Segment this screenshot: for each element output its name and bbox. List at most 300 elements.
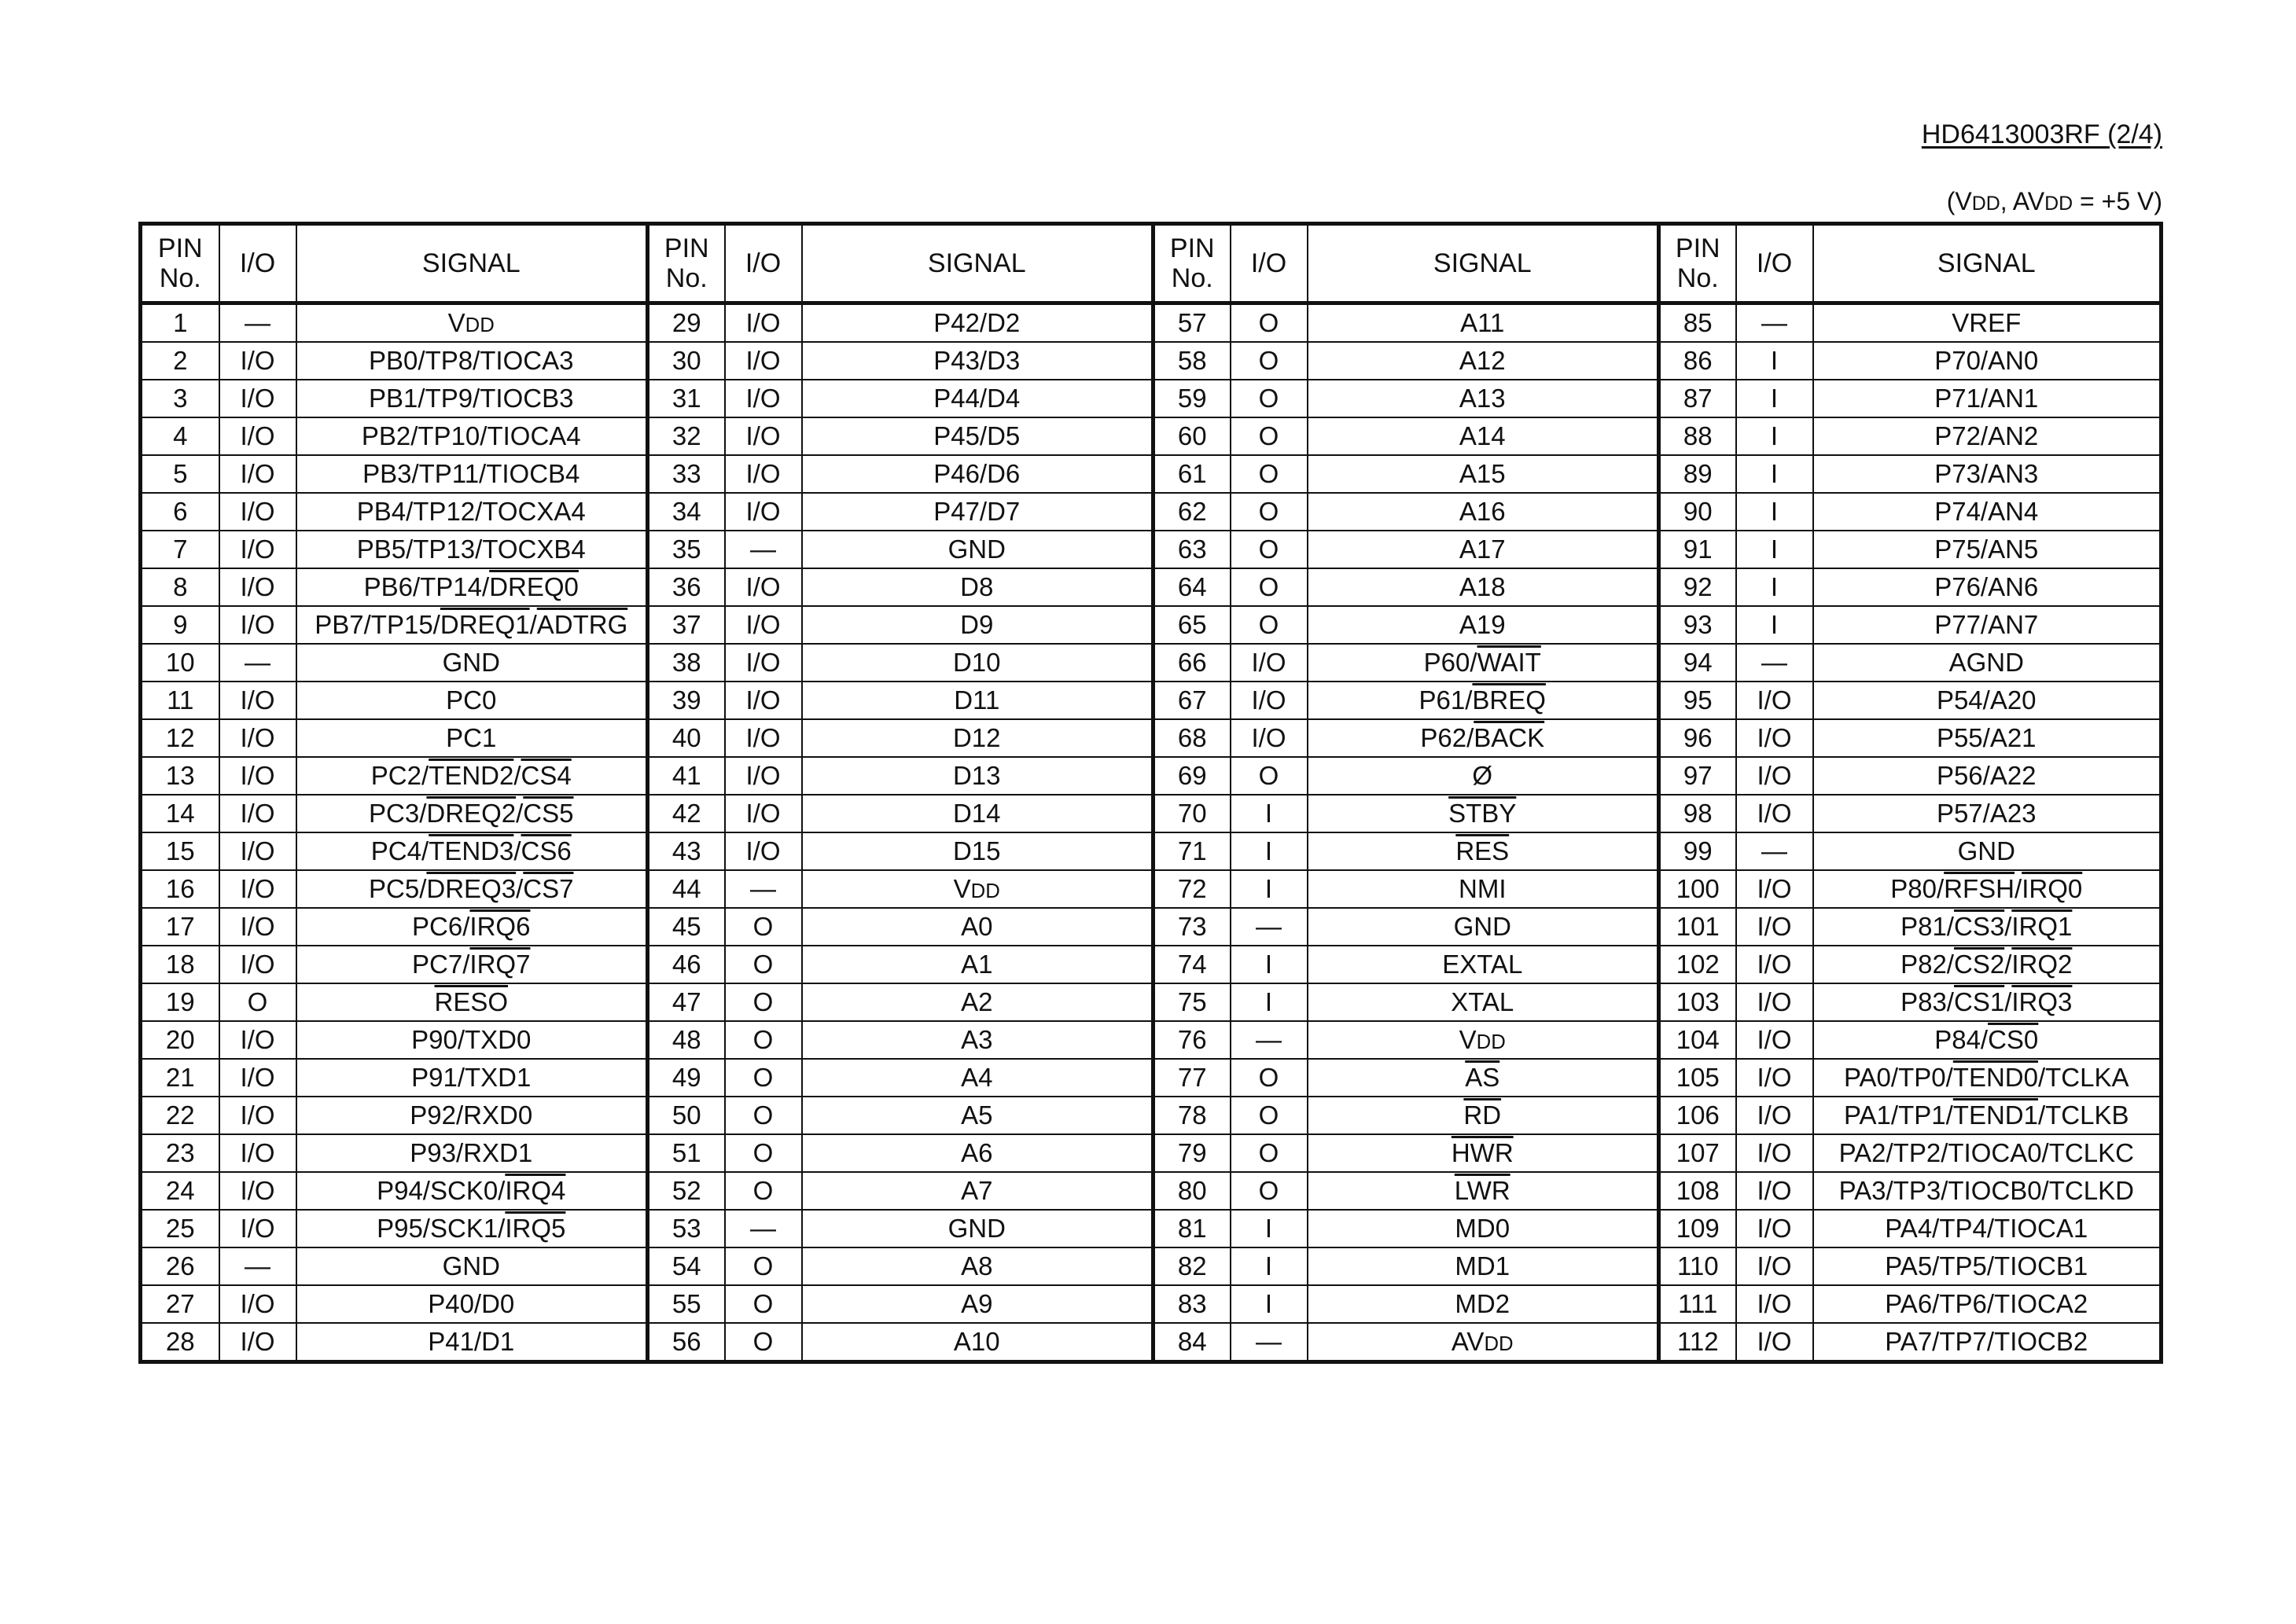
signal-name-cell: P80/RFSH/IRQ0 xyxy=(1813,870,2162,908)
table-row xyxy=(141,1323,2162,1362)
io-direction-cell: I xyxy=(1736,342,1813,380)
signal-name-cell: P91/TXD1 xyxy=(296,1059,648,1097)
io-direction-cell: I/O xyxy=(1736,795,1813,832)
pin-number-cell: 19 xyxy=(141,983,219,1021)
signal-name-cell: D11 xyxy=(802,682,1154,719)
pin-number-cell: 58 xyxy=(1154,342,1231,380)
table-row xyxy=(141,719,2162,757)
signal-name-cell: AVDD xyxy=(1308,1323,1659,1362)
signal-name-cell: D8 xyxy=(802,568,1154,606)
table-row xyxy=(141,568,2162,606)
signal-name-cell: PB5/TP13/TOCXB4 xyxy=(296,531,648,568)
io-direction-cell: O xyxy=(1231,531,1308,568)
pin-number-cell: 57 xyxy=(1154,303,1231,343)
signal-name-cell: PB0/TP8/TIOCA3 xyxy=(296,342,648,380)
signal-name-cell: PA6/TP6/TIOCA2 xyxy=(1813,1285,2162,1323)
pin-number-cell: 112 xyxy=(1659,1323,1736,1362)
io-direction-cell: O xyxy=(1231,606,1308,644)
io-direction-cell: O xyxy=(1231,342,1308,380)
pin-number-cell: 92 xyxy=(1659,568,1736,606)
pin-number-cell: 102 xyxy=(1659,946,1736,983)
io-direction-cell: — xyxy=(1736,644,1813,682)
io-direction-cell: I/O xyxy=(1231,644,1308,682)
signal-name-cell: PB6/TP14/DREQ0 xyxy=(296,568,648,606)
signal-name-cell: A5 xyxy=(802,1097,1154,1134)
pin-number-cell: 108 xyxy=(1659,1172,1736,1210)
pin-number-cell: 7 xyxy=(141,531,219,568)
pin-number-cell: 111 xyxy=(1659,1285,1736,1323)
io-direction-cell: O xyxy=(1231,455,1308,493)
signal-name-cell: A11 xyxy=(1308,303,1659,343)
pin-number-cell: 63 xyxy=(1154,531,1231,568)
pin-number-cell: 24 xyxy=(141,1172,219,1210)
io-direction-cell: O xyxy=(725,983,802,1021)
pin-number-cell: 53 xyxy=(648,1210,725,1247)
signal-name-cell: P77/AN7 xyxy=(1813,606,2162,644)
io-direction-cell: — xyxy=(219,303,296,343)
signal-name-cell: GND xyxy=(802,531,1154,568)
signal-name-cell: PA3/TP3/TIOCB0/TCLKD xyxy=(1813,1172,2162,1210)
pin-number-cell: 95 xyxy=(1659,682,1736,719)
io-direction-cell: I/O xyxy=(725,417,802,455)
io-direction-cell: I xyxy=(1736,568,1813,606)
io-direction-cell: O xyxy=(1231,1134,1308,1172)
signal-name-cell: A6 xyxy=(802,1134,1154,1172)
io-direction-cell: I/O xyxy=(1736,1059,1813,1097)
pin-number-cell: 44 xyxy=(648,870,725,908)
io-direction-cell: — xyxy=(1736,303,1813,343)
signal-name-cell: PC1 xyxy=(296,719,648,757)
pin-number-cell: 72 xyxy=(1154,870,1231,908)
signal-name-cell: P72/AN2 xyxy=(1813,417,2162,455)
io-direction-cell: I xyxy=(1231,795,1308,832)
io-direction-cell: O xyxy=(725,1021,802,1059)
io-direction-cell: O xyxy=(725,908,802,946)
signal-name-cell: PB2/TP10/TIOCA4 xyxy=(296,417,648,455)
table-row xyxy=(141,946,2162,983)
io-direction-cell: I/O xyxy=(219,908,296,946)
io-direction-cell: O xyxy=(725,1323,802,1362)
pin-number-cell: 50 xyxy=(648,1097,725,1134)
pin-number-cell: 52 xyxy=(648,1172,725,1210)
io-direction-cell: I/O xyxy=(1736,1172,1813,1210)
pin-no-header: PIN No. xyxy=(648,224,725,303)
signal-name-cell: RESO xyxy=(296,983,648,1021)
io-direction-cell: I xyxy=(1736,455,1813,493)
pin-number-cell: 110 xyxy=(1659,1247,1736,1285)
table-row xyxy=(141,1247,2162,1285)
pin-number-cell: 105 xyxy=(1659,1059,1736,1097)
pin-number-cell: 45 xyxy=(648,908,725,946)
signal-name-cell: A16 xyxy=(1308,493,1659,531)
pin-number-cell: 36 xyxy=(648,568,725,606)
io-direction-cell: I/O xyxy=(219,1172,296,1210)
io-direction-cell: I/O xyxy=(1736,1134,1813,1172)
pin-number-cell: 22 xyxy=(141,1097,219,1134)
table-row xyxy=(141,795,2162,832)
signal-name-cell: P92/RXD0 xyxy=(296,1097,648,1134)
pin-number-cell: 27 xyxy=(141,1285,219,1323)
io-direction-cell: I/O xyxy=(725,757,802,795)
io-direction-cell: I xyxy=(1231,832,1308,870)
pin-number-cell: 98 xyxy=(1659,795,1736,832)
pin-number-cell: 82 xyxy=(1154,1247,1231,1285)
signal-name-cell: P47/D7 xyxy=(802,493,1154,531)
signal-name-cell: PA7/TP7/TIOCB2 xyxy=(1813,1323,2162,1362)
pin-no-header: PIN No. xyxy=(141,224,219,303)
signal-name-cell: GND xyxy=(296,1247,648,1285)
pin-number-cell: 74 xyxy=(1154,946,1231,983)
io-direction-cell: I/O xyxy=(725,682,802,719)
table-row xyxy=(141,455,2162,493)
pin-number-cell: 55 xyxy=(648,1285,725,1323)
io-direction-cell: I xyxy=(1736,417,1813,455)
io-direction-cell: O xyxy=(1231,1059,1308,1097)
io-direction-cell: I/O xyxy=(219,417,296,455)
pin-number-cell: 96 xyxy=(1659,719,1736,757)
io-direction-cell: — xyxy=(1231,1021,1308,1059)
pin-number-cell: 18 xyxy=(141,946,219,983)
signal-name-cell: A12 xyxy=(1308,342,1659,380)
io-direction-cell: I/O xyxy=(219,380,296,417)
io-direction-cell: I/O xyxy=(1736,983,1813,1021)
signal-name-cell: VDD xyxy=(1308,1021,1659,1059)
pin-number-cell: 1 xyxy=(141,303,219,343)
pin-number-cell: 65 xyxy=(1154,606,1231,644)
signal-name-cell: A9 xyxy=(802,1285,1154,1323)
io-direction-cell: I/O xyxy=(219,1097,296,1134)
io-direction-cell: I/O xyxy=(219,1059,296,1097)
pin-number-cell: 90 xyxy=(1659,493,1736,531)
io-direction-cell: — xyxy=(1231,1323,1308,1362)
table-row xyxy=(141,682,2162,719)
pin-number-cell: 12 xyxy=(141,719,219,757)
pin-number-cell: 46 xyxy=(648,946,725,983)
signal-name-cell: GND xyxy=(296,644,648,682)
signal-name-cell: PC4/TEND3/CS6 xyxy=(296,832,648,870)
pin-number-cell: 59 xyxy=(1154,380,1231,417)
io-direction-cell: I/O xyxy=(219,493,296,531)
io-direction-cell: I/O xyxy=(1736,1097,1813,1134)
pin-number-cell: 80 xyxy=(1154,1172,1231,1210)
pin-number-cell: 103 xyxy=(1659,983,1736,1021)
table-body xyxy=(141,303,2162,1362)
supply-voltage-note: (VDD, AVDD = +5 V) xyxy=(1946,187,2162,215)
pin-no-header: PIN No. xyxy=(1659,224,1736,303)
io-direction-cell: O xyxy=(1231,1097,1308,1134)
io-direction-cell: I xyxy=(1231,983,1308,1021)
signal-name-cell: PC3/DREQ2/CS5 xyxy=(296,795,648,832)
pin-number-cell: 17 xyxy=(141,908,219,946)
io-direction-cell: I/O xyxy=(219,1285,296,1323)
pin-number-cell: 28 xyxy=(141,1323,219,1362)
pin-number-cell: 66 xyxy=(1154,644,1231,682)
signal-name-cell: P83/CS1/IRQ3 xyxy=(1813,983,2162,1021)
pin-number-cell: 15 xyxy=(141,832,219,870)
signal-name-cell: P40/D0 xyxy=(296,1285,648,1323)
io-direction-cell: O xyxy=(219,983,296,1021)
signal-name-cell: P75/AN5 xyxy=(1813,531,2162,568)
pin-number-cell: 40 xyxy=(648,719,725,757)
signal-name-cell: MD0 xyxy=(1308,1210,1659,1247)
io-direction-cell: I/O xyxy=(725,832,802,870)
io-direction-cell: I/O xyxy=(725,795,802,832)
pin-number-cell: 86 xyxy=(1659,342,1736,380)
signal-name-cell: A15 xyxy=(1308,455,1659,493)
pin-number-cell: 93 xyxy=(1659,606,1736,644)
pin-number-cell: 84 xyxy=(1154,1323,1231,1362)
signal-name-cell: XTAL xyxy=(1308,983,1659,1021)
signal-name-cell: VDD xyxy=(296,303,648,343)
io-direction-cell: I/O xyxy=(1736,682,1813,719)
signal-name-cell: P95/SCK1/IRQ5 xyxy=(296,1210,648,1247)
io-direction-cell: I xyxy=(1736,380,1813,417)
signal-name-cell: P81/CS3/IRQ1 xyxy=(1813,908,2162,946)
signal-name-cell: P61/BREQ xyxy=(1308,682,1659,719)
signal-name-cell: PA5/TP5/TIOCB1 xyxy=(1813,1247,2162,1285)
signal-name-cell: D10 xyxy=(802,644,1154,682)
pin-number-cell: 56 xyxy=(648,1323,725,1362)
pin-number-cell: 26 xyxy=(141,1247,219,1285)
io-direction-cell: I xyxy=(1231,946,1308,983)
io-direction-cell: — xyxy=(1736,832,1813,870)
pin-number-cell: 21 xyxy=(141,1059,219,1097)
signal-name-cell: $\overline{RD}$ xyxy=(1308,1097,1659,1134)
io-direction-cell: I/O xyxy=(219,757,296,795)
table-row xyxy=(141,303,2162,343)
io-direction-cell: I/O xyxy=(219,1210,296,1247)
io-direction-cell: I xyxy=(1736,493,1813,531)
pin-number-cell: 35 xyxy=(648,531,725,568)
io-direction-cell: I xyxy=(1736,531,1813,568)
pin-number-cell: 4 xyxy=(141,417,219,455)
io-header: I/O xyxy=(1736,224,1813,303)
pin-number-cell: 83 xyxy=(1154,1285,1231,1323)
signal-name-cell: PC2/TEND2/CS4 xyxy=(296,757,648,795)
io-direction-cell: I/O xyxy=(219,832,296,870)
pin-number-cell: 67 xyxy=(1154,682,1231,719)
signal-name-cell: D13 xyxy=(802,757,1154,795)
pin-number-cell: 29 xyxy=(648,303,725,343)
io-direction-cell: I/O xyxy=(1736,1247,1813,1285)
signal-name-cell: P43/D3 xyxy=(802,342,1154,380)
io-direction-cell: O xyxy=(725,1059,802,1097)
signal-name-cell: P76/AN6 xyxy=(1813,568,2162,606)
pin-number-cell: 9 xyxy=(141,606,219,644)
pin-number-cell: 30 xyxy=(648,342,725,380)
signal-header: SIGNAL xyxy=(1308,224,1659,303)
io-direction-cell: O xyxy=(1231,493,1308,531)
pin-number-cell: 51 xyxy=(648,1134,725,1172)
io-header: I/O xyxy=(725,224,802,303)
signal-name-cell: $\overline{AS}$ xyxy=(1308,1059,1659,1097)
pin-number-cell: 97 xyxy=(1659,757,1736,795)
document-title: HD6413003RF (2/4) xyxy=(1921,119,2162,149)
signal-name-cell: AGND xyxy=(1813,644,2162,682)
pin-number-cell: 91 xyxy=(1659,531,1736,568)
io-direction-cell: I/O xyxy=(1736,908,1813,946)
io-direction-cell: O xyxy=(725,1247,802,1285)
table-row xyxy=(141,1285,2162,1323)
io-direction-cell: I/O xyxy=(219,1134,296,1172)
table-row xyxy=(141,1097,2162,1134)
pin-number-cell: 100 xyxy=(1659,870,1736,908)
signal-name-cell: P54/A20 xyxy=(1813,682,2162,719)
pin-number-cell: 87 xyxy=(1659,380,1736,417)
io-direction-cell: O xyxy=(1231,568,1308,606)
io-header: I/O xyxy=(1231,224,1308,303)
io-direction-cell: O xyxy=(1231,1172,1308,1210)
io-direction-cell: O xyxy=(725,1285,802,1323)
signal-header: SIGNAL xyxy=(1813,224,2162,303)
table-row xyxy=(141,1021,2162,1059)
pin-number-cell: 89 xyxy=(1659,455,1736,493)
pin-number-cell: 2 xyxy=(141,342,219,380)
signal-name-cell: A0 xyxy=(802,908,1154,946)
io-direction-cell: I/O xyxy=(219,719,296,757)
signal-name-cell: A19 xyxy=(1308,606,1659,644)
pin-number-cell: 107 xyxy=(1659,1134,1736,1172)
pin-number-cell: 78 xyxy=(1154,1097,1231,1134)
pin-number-cell: 33 xyxy=(648,455,725,493)
io-direction-cell: I/O xyxy=(219,342,296,380)
signal-name-cell: $\overline{RES}$ xyxy=(1308,832,1659,870)
signal-name-cell: A3 xyxy=(802,1021,1154,1059)
io-direction-cell: I/O xyxy=(219,606,296,644)
header-row xyxy=(141,224,2162,303)
io-direction-cell: I/O xyxy=(725,719,802,757)
pin-number-cell: 43 xyxy=(648,832,725,870)
io-direction-cell: I/O xyxy=(1736,870,1813,908)
signal-header: SIGNAL xyxy=(296,224,648,303)
pin-number-cell: 42 xyxy=(648,795,725,832)
pin-number-cell: 23 xyxy=(141,1134,219,1172)
io-direction-cell: I/O xyxy=(725,342,802,380)
pin-number-cell: 20 xyxy=(141,1021,219,1059)
pin-number-cell: 38 xyxy=(648,644,725,682)
io-direction-cell: I/O xyxy=(725,568,802,606)
io-direction-cell: I/O xyxy=(1231,719,1308,757)
io-direction-cell: I/O xyxy=(219,455,296,493)
io-direction-cell: O xyxy=(725,946,802,983)
signal-name-cell: EXTAL xyxy=(1308,946,1659,983)
pin-number-cell: 64 xyxy=(1154,568,1231,606)
io-direction-cell: O xyxy=(725,1097,802,1134)
pin-number-cell: 14 xyxy=(141,795,219,832)
signal-name-cell: $\overline{LWR}$ xyxy=(1308,1172,1659,1210)
io-direction-cell: — xyxy=(725,531,802,568)
signal-name-cell: P62/BACK xyxy=(1308,719,1659,757)
pin-number-cell: 76 xyxy=(1154,1021,1231,1059)
io-direction-cell: — xyxy=(1231,908,1308,946)
signal-name-cell: P55/A21 xyxy=(1813,719,2162,757)
pin-number-cell: 62 xyxy=(1154,493,1231,531)
signal-name-cell: P45/D5 xyxy=(802,417,1154,455)
io-direction-cell: I/O xyxy=(219,568,296,606)
signal-name-cell: PB1/TP9/TIOCB3 xyxy=(296,380,648,417)
pin-number-cell: 71 xyxy=(1154,832,1231,870)
pin-number-cell: 5 xyxy=(141,455,219,493)
pin-assignment-table xyxy=(138,222,2163,1364)
table-row xyxy=(141,870,2162,908)
pin-number-cell: 81 xyxy=(1154,1210,1231,1247)
signal-name-cell: GND xyxy=(1813,832,2162,870)
table-row xyxy=(141,1172,2162,1210)
table-row xyxy=(141,380,2162,417)
signal-name-cell: D9 xyxy=(802,606,1154,644)
io-direction-cell: I/O xyxy=(1736,757,1813,795)
signal-name-cell: P42/D2 xyxy=(802,303,1154,343)
io-header: I/O xyxy=(219,224,296,303)
io-direction-cell: I/O xyxy=(1736,1285,1813,1323)
pin-number-cell: 85 xyxy=(1659,303,1736,343)
signal-name-cell: P60/WAIT xyxy=(1308,644,1659,682)
io-direction-cell: I/O xyxy=(219,1323,296,1362)
signal-name-cell: A2 xyxy=(802,983,1154,1021)
pin-number-cell: 106 xyxy=(1659,1097,1736,1134)
signal-name-cell: A14 xyxy=(1308,417,1659,455)
signal-name-cell: PB4/TP12/TOCXA4 xyxy=(296,493,648,531)
pin-number-cell: 49 xyxy=(648,1059,725,1097)
io-direction-cell: I/O xyxy=(1736,1210,1813,1247)
io-direction-cell: I/O xyxy=(1736,1021,1813,1059)
io-direction-cell: I/O xyxy=(725,380,802,417)
table-row xyxy=(141,1134,2162,1172)
signal-name-cell: P41/D1 xyxy=(296,1323,648,1362)
signal-name-cell: Ø xyxy=(1308,757,1659,795)
signal-name-cell: P70/AN0 xyxy=(1813,342,2162,380)
pin-no-header: PIN No. xyxy=(1154,224,1231,303)
io-direction-cell: — xyxy=(725,870,802,908)
pin-number-cell: 39 xyxy=(648,682,725,719)
table-row xyxy=(141,342,2162,380)
signal-name-cell: PC0 xyxy=(296,682,648,719)
io-direction-cell: — xyxy=(219,644,296,682)
pin-number-cell: 3 xyxy=(141,380,219,417)
signal-name-cell: P93/RXD1 xyxy=(296,1134,648,1172)
signal-name-cell: A17 xyxy=(1308,531,1659,568)
signal-name-cell: GND xyxy=(802,1210,1154,1247)
pin-number-cell: 48 xyxy=(648,1021,725,1059)
io-direction-cell: I/O xyxy=(725,493,802,531)
io-direction-cell: O xyxy=(1231,380,1308,417)
signal-name-cell: P56/A22 xyxy=(1813,757,2162,795)
table-row xyxy=(141,1059,2162,1097)
pin-number-cell: 8 xyxy=(141,568,219,606)
pin-number-cell: 109 xyxy=(1659,1210,1736,1247)
io-direction-cell: I/O xyxy=(725,644,802,682)
signal-name-cell: PB3/TP11/TIOCB4 xyxy=(296,455,648,493)
table-row xyxy=(141,644,2162,682)
signal-name-cell: MD1 xyxy=(1308,1247,1659,1285)
signal-name-cell: STBY xyxy=(1308,795,1659,832)
signal-name-cell: $\overline{HWR}$ xyxy=(1308,1134,1659,1172)
table-row xyxy=(141,606,2162,644)
io-direction-cell: I/O xyxy=(219,1021,296,1059)
io-direction-cell: I/O xyxy=(1736,946,1813,983)
signal-name-cell: P94/SCK0/IRQ4 xyxy=(296,1172,648,1210)
signal-name-cell: A1 xyxy=(802,946,1154,983)
io-direction-cell: I/O xyxy=(219,870,296,908)
signal-name-cell: A7 xyxy=(802,1172,1154,1210)
pin-number-cell: 47 xyxy=(648,983,725,1021)
io-direction-cell: I/O xyxy=(725,455,802,493)
pin-number-cell: 77 xyxy=(1154,1059,1231,1097)
io-direction-cell: I/O xyxy=(219,682,296,719)
pin-number-cell: 94 xyxy=(1659,644,1736,682)
pin-number-cell: 68 xyxy=(1154,719,1231,757)
signal-name-cell: D12 xyxy=(802,719,1154,757)
